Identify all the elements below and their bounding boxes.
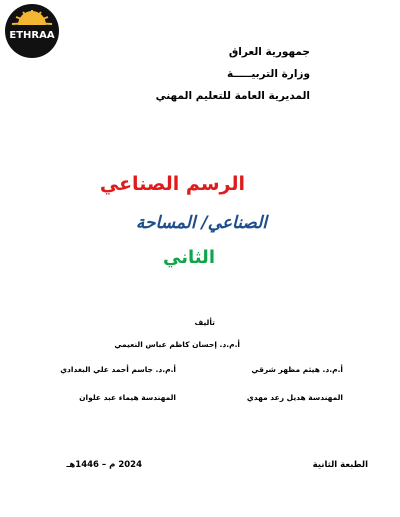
header-country: جمهورية العراق — [228, 46, 310, 58]
book-title: الرسم الصناعي — [99, 173, 245, 195]
author-left-1: أ.م.د. جاسم أحمد علي البغدادي — [60, 365, 176, 374]
author-lead: أ.م.د. إحسان كاظم عباس النعيمي — [114, 340, 240, 349]
header-ministry: وزارة التربيـــــة — [227, 68, 310, 80]
author-right-1: أ.م.د. هيثم مظهر شرقي — [251, 365, 343, 374]
author-left-2: المهندسة هيماء عبد علوان — [79, 393, 176, 402]
author-right-2: المهندسة هديل رعد مهدي — [246, 393, 343, 402]
ethraa-logo-graphic — [4, 3, 60, 59]
edition-label: الطبعة الثانية — [312, 460, 368, 470]
book-grade: الثاني — [162, 247, 215, 268]
ethraa-logo — [4, 3, 60, 59]
publication-year: 2024 م – 1446هـ — [66, 460, 142, 470]
book-subtitle: الصناعي/ المساحة — [135, 213, 267, 233]
authors-label: تأليف — [194, 318, 215, 327]
header-directorate: المديرية العامة للتعليم المهني — [155, 90, 310, 102]
logo-text: ETHRAA — [9, 30, 55, 41]
